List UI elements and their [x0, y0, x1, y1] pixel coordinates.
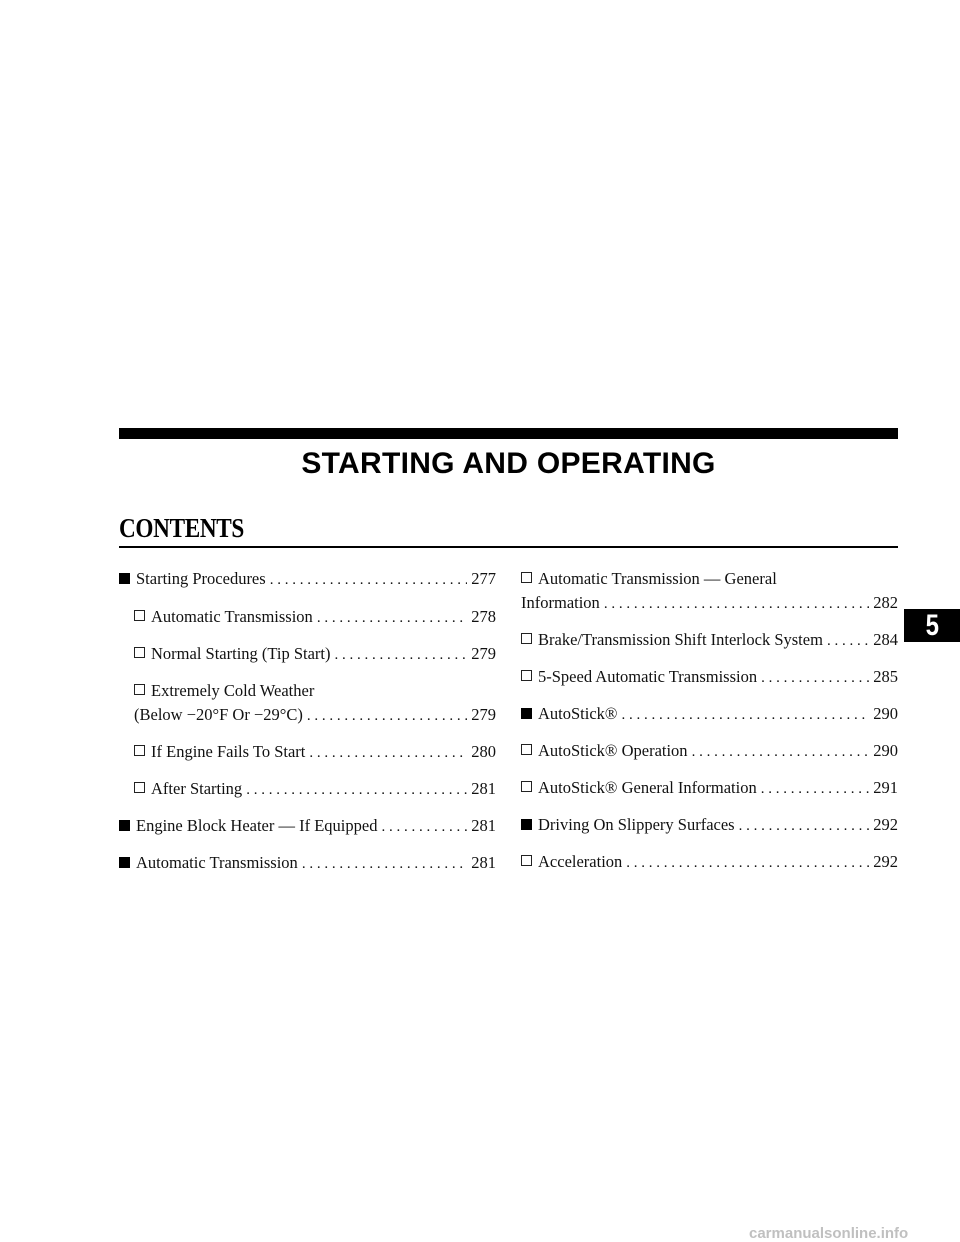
filled-square-icon [521, 819, 532, 830]
toc-entry[interactable] [119, 851, 496, 876]
hollow-square-icon [521, 744, 532, 755]
toc-entry-label-continued: Information [521, 593, 600, 612]
footer-watermark-url[interactable]: carmanualsonline.info [749, 1225, 909, 1242]
toc-entry-label-continued: (Below −20°F Or −29°C) [134, 705, 303, 724]
toc-page-number: 281 [471, 853, 496, 872]
hollow-square-icon [134, 610, 145, 621]
dot-leader [309, 741, 467, 765]
toc-page-number: 285 [873, 667, 898, 686]
dot-leader [307, 704, 467, 728]
dot-leader [381, 815, 467, 839]
hollow-square-icon [521, 781, 532, 792]
dot-leader [626, 851, 869, 875]
toc-entry[interactable] [521, 813, 898, 838]
contents-rule [119, 546, 898, 548]
toc-entry-label: AutoStick® [538, 704, 618, 723]
toc-page-number: 290 [873, 741, 898, 760]
toc-page-number: 292 [873, 852, 898, 871]
toc-entry-label: Engine Block Heater — If Equipped [136, 816, 378, 835]
toc-entry-label: Starting Procedures [136, 569, 266, 588]
toc-entry[interactable] [119, 814, 496, 839]
hollow-square-icon [521, 670, 532, 681]
toc-entry-label: Brake/Transmission Shift Interlock System [538, 630, 823, 649]
filled-square-icon [521, 708, 532, 719]
toc-entry[interactable] [521, 739, 898, 764]
toc-entry[interactable] [521, 702, 898, 727]
dot-leader [692, 740, 870, 764]
toc-page-number: 281 [471, 816, 496, 835]
toc-page-number: 290 [873, 704, 898, 723]
dot-leader [761, 666, 869, 690]
dot-leader [761, 777, 870, 801]
hollow-square-icon [134, 647, 145, 658]
toc-entry-label: AutoStick® General Information [538, 778, 757, 797]
toc-page-number: 292 [873, 815, 898, 834]
contents-heading: CONTENTS [119, 513, 244, 543]
toc-page-number: 282 [873, 593, 898, 612]
toc-entry-label: Automatic Transmission [136, 853, 298, 872]
toc-page-number: 279 [471, 644, 496, 663]
toc-page-number: 291 [873, 778, 898, 797]
hollow-square-icon [521, 633, 532, 644]
toc-entry-label: Normal Starting (Tip Start) [151, 644, 331, 663]
toc-entry[interactable] [521, 850, 898, 875]
toc-entry-label: Driving On Slippery Surfaces [538, 815, 735, 834]
toc-entry[interactable] [119, 605, 496, 630]
toc-right-column [521, 567, 898, 875]
dot-leader [246, 778, 467, 802]
dot-leader [739, 814, 870, 838]
filled-square-icon [119, 820, 130, 831]
toc-page-number: 277 [471, 569, 496, 588]
toc-entry-label: 5-Speed Automatic Transmission [538, 667, 758, 686]
dot-leader [317, 606, 467, 630]
dot-leader [621, 703, 869, 727]
toc-page-number: 281 [471, 779, 496, 798]
toc-page-number: 280 [471, 742, 496, 761]
toc-entry-label: Automatic Transmission — General [538, 569, 777, 588]
toc-entry[interactable] [521, 628, 898, 653]
filled-square-icon [119, 573, 130, 584]
filled-square-icon [119, 857, 130, 868]
toc-entry[interactable] [521, 776, 898, 801]
toc-entry[interactable] [119, 567, 496, 592]
toc-entry-label: Acceleration [538, 852, 623, 871]
toc-entry-label: AutoStick® Operation [538, 741, 688, 760]
hollow-square-icon [521, 572, 532, 583]
toc-entry[interactable] [119, 777, 496, 802]
title-top-bar [119, 428, 898, 439]
hollow-square-icon [134, 782, 145, 793]
hollow-square-icon [134, 684, 145, 695]
hollow-square-icon [134, 745, 145, 756]
toc-entry-label: After Starting [151, 779, 243, 798]
toc-page-number: 278 [471, 607, 496, 626]
toc-entry-label: Extremely Cold Weather [151, 681, 315, 700]
toc-left-column [119, 567, 496, 876]
chapter-number: 5 [925, 608, 939, 642]
toc-entry-label: If Engine Fails To Start [151, 742, 306, 761]
dot-leader [302, 852, 467, 876]
dot-leader [270, 568, 468, 592]
dot-leader [827, 629, 869, 653]
toc-entry[interactable] [119, 740, 496, 765]
toc-entry[interactable] [521, 567, 898, 616]
toc-entry[interactable] [119, 679, 496, 728]
dot-leader [335, 643, 468, 667]
toc-page-number: 284 [873, 630, 898, 649]
toc-entry-label: Automatic Transmission [151, 607, 313, 626]
toc-page-number: 279 [471, 705, 496, 724]
chapter-title: STARTING AND OPERATING [301, 447, 716, 480]
toc-entry[interactable] [119, 642, 496, 667]
dot-leader [604, 592, 869, 616]
chapter-tab[interactable] [904, 609, 960, 642]
toc-entry[interactable] [521, 665, 898, 690]
hollow-square-icon [521, 855, 532, 866]
